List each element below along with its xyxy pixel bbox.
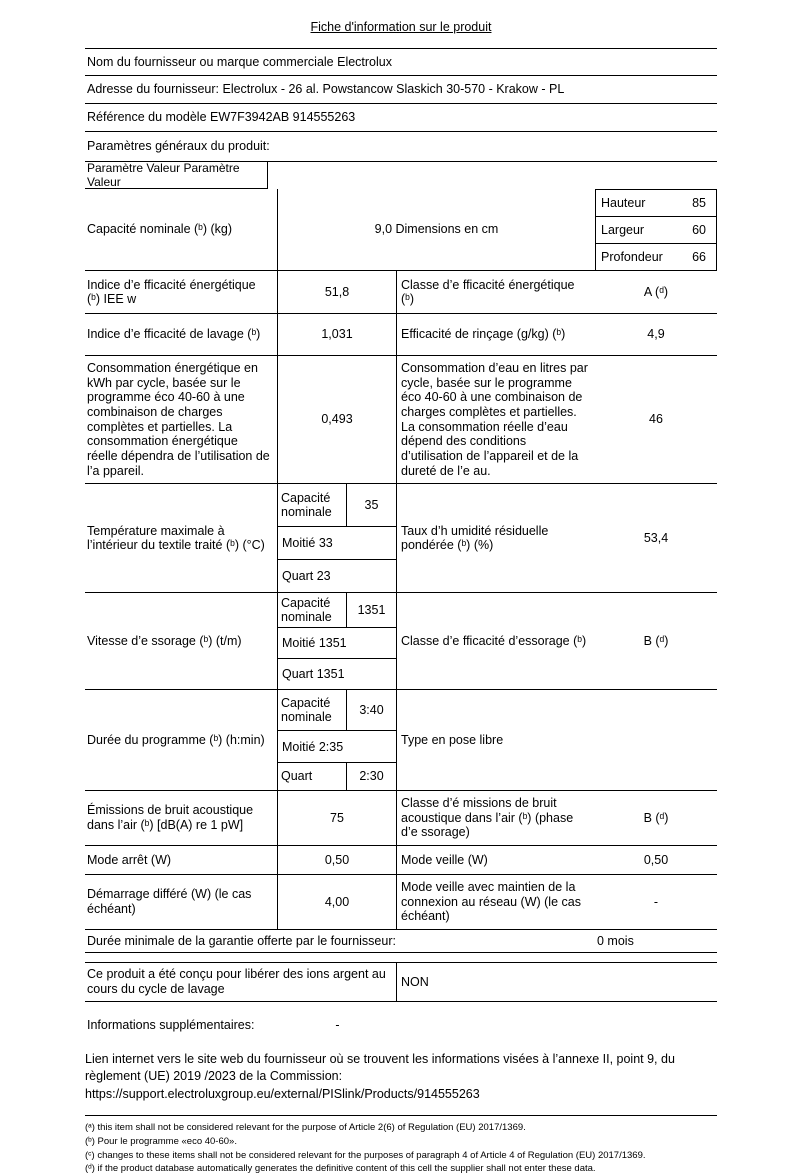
subtable-row — [278, 484, 396, 527]
param-label: Mode arrêt (W) — [85, 846, 278, 874]
param-label: Indice d’e fficacité de lavage (ᵇ) — [85, 314, 278, 355]
param-label: Durée minimale de la garantie offerte par le fournisseur: — [87, 933, 396, 948]
param-label: Classe d’e fficacité d’essorage (ᵇ) — [401, 633, 587, 648]
subtable-value: 3:40 — [359, 702, 384, 717]
param-label: Mode veille (W) — [401, 852, 488, 867]
supplier-link-url[interactable]: https://support.electroluxgroup.eu/external/PISlink/Products/914555263 — [85, 1086, 480, 1101]
subtable-row — [278, 659, 396, 689]
subtable-label: Moitié 2:35 — [282, 739, 344, 754]
subtable-value: 2:30 — [359, 769, 384, 784]
param-value: 0,493 — [278, 356, 397, 483]
footnote-a: (ᵃ) this item shall not be considered relevant for the purpose of Article 2(6) of Regulation (EU) 2017/1369. — [85, 1122, 526, 1133]
page-title: Fiche d'information sur le produit — [310, 20, 492, 34]
param-label: Émissions de bruit acoustique dans l’air (ᵇ) [dB(A) re 1 pW] — [85, 791, 278, 845]
param-label: Durée du programme (ᵇ) (h:min) — [85, 690, 278, 790]
dimensions-list — [595, 189, 717, 270]
model-reference-row: Référence du modèle EW7F3942AB 914555263 — [85, 103, 717, 132]
param-label-type: Type en pose libre — [401, 732, 504, 747]
table-header-cell: Paramètre Valeur Paramètre Valeur — [85, 162, 268, 189]
param-value: 75 — [278, 791, 397, 845]
param-label: Consommation énergétique en kWh par cycle, basée sur le programme éco 40-60 à une combinaison de charges complètes et partielles. La consommation énergétique réelle dépendra de l’utilisation de l’a ppareil. — [85, 356, 278, 483]
param-label: Classe d’e fficacité énergétique (ᵇ) — [401, 277, 575, 307]
spin-subtable — [278, 593, 397, 689]
row-delayed-start — [85, 875, 717, 930]
footnote-b: (ᵇ) Pour le programme «eco 40-60». — [85, 1135, 237, 1147]
subtable-row — [278, 628, 396, 659]
duration-subtable — [278, 690, 397, 790]
param-value: 53,4 — [643, 530, 669, 545]
dimension-value: 60 — [692, 222, 706, 237]
subtable-row — [278, 527, 396, 560]
row-warranty — [85, 930, 717, 953]
row-wash-index — [85, 314, 717, 356]
dimension-value: 66 — [692, 249, 706, 264]
footnote-c: (ᶜ) changes to these items shall not be considered relevant for the purposes of paragraph 4 of Article 4 of Regulation (EU) 2017/1369. — [85, 1149, 646, 1161]
row-off-mode — [85, 846, 717, 875]
param-label: Température maximale à l’intérieur du textile traité (ᵇ) (°C) — [85, 484, 278, 592]
param-label: Vitesse d’e ssorage (ᵇ) (t/m) — [85, 593, 278, 689]
param-label: Mode veille avec maintien de la connexion au réseau (W) (le cas échéant) — [401, 880, 581, 924]
footnotes — [85, 1115, 717, 1176]
subtable-label: Moitié 33 — [282, 535, 333, 550]
subtable-label: Quart 23 — [282, 568, 331, 583]
param-label: Démarrage différé (W) (le cas échéant) — [85, 875, 278, 929]
footnote-d: (ᵈ) if the product database automatically generates the definitive content of this cell the supplier shall not enter these data. — [85, 1163, 596, 1175]
param-value: - — [653, 894, 659, 909]
subtable-label: Capacité nominale — [278, 484, 347, 526]
param-value: 46 — [649, 412, 663, 427]
param-label: Consommation d’eau en litres par cycle, basée sur le programme éco 40-60 à une combinaison de charges complètes et partielles. La consommation réelle d’eau dépend des conditions d’utilisation de l’appareil et de la dureté de l’e au. — [401, 361, 588, 478]
general-params-label: Paramètres généraux du produit: — [87, 138, 270, 153]
temperature-subtable — [278, 484, 397, 592]
param-value: 1,031 — [278, 314, 397, 355]
dimension-row-width — [595, 217, 717, 244]
row-program-duration — [85, 690, 717, 791]
param-value: B (ᵈ) — [643, 633, 669, 648]
param-label: Ce produit a été conçu pour libérer des ions argent au cours du cycle de lavage — [85, 963, 397, 1001]
param-value: 0 mois — [597, 933, 634, 948]
additional-info-label: Informations supplémentaires: — [87, 1017, 255, 1032]
row-capacity — [85, 189, 717, 271]
dimension-label: Profondeur — [601, 249, 663, 264]
subtable-row — [278, 763, 396, 790]
additional-info-row — [85, 1016, 717, 1035]
param-label-capacity: Capacité nominale (ᵇ) (kg) — [85, 189, 278, 270]
row-spin-speed — [85, 593, 717, 690]
supplier-name-row: Nom du fournisseur ou marque commerciale Electrolux — [85, 48, 717, 76]
param-label: Taux d’h umidité résiduelle pondérée (ᵇ) (%) — [401, 523, 549, 553]
subtable-row — [278, 560, 396, 592]
subtable-label: Moitié 1351 — [282, 635, 347, 650]
param-value: A (ᵈ) — [643, 284, 669, 299]
dimension-label: Hauteur — [601, 195, 646, 210]
param-label: Classe d’é missions de bruit acoustique dans l’air (ᵇ) (phase d’e ssorage) — [401, 796, 574, 840]
dimension-label: Largeur — [601, 222, 645, 237]
dimension-row-height — [595, 189, 717, 217]
subtable-row — [278, 593, 396, 628]
dimension-row-depth — [595, 244, 717, 270]
row-temperature — [85, 484, 717, 593]
row-silver-ions — [85, 962, 717, 1002]
param-label: Efficacité de rinçage (g/kg) (ᵇ) — [401, 327, 566, 342]
subtable-label: Quart 1351 — [282, 666, 345, 681]
table-header-row — [85, 162, 717, 189]
param-value: 4,00 — [278, 875, 397, 929]
subtable-label: Capacité nominale — [278, 690, 347, 730]
supplier-address-row: Adresse du fournisseur: Electrolux - 26 al. Powstancow Slaskich 30-570 - Krakow - PL — [85, 75, 717, 103]
supplier-link-paragraph — [85, 1051, 717, 1104]
row-energy-index — [85, 271, 717, 314]
param-value: B (ᵈ) — [643, 810, 669, 825]
subtable-label: Capacité nominale — [278, 593, 347, 627]
supplier-info — [85, 48, 717, 132]
value-capacity-dimensions: 9,0 Dimensions en cm — [374, 222, 499, 237]
param-value: 4,9 — [647, 327, 665, 342]
subtable-value: 35 — [364, 497, 379, 512]
subtable-row — [278, 731, 396, 763]
additional-info-value: - — [335, 1017, 340, 1032]
dimension-value: 85 — [692, 195, 706, 210]
row-noise — [85, 791, 717, 846]
subtable-row — [278, 690, 396, 731]
param-label: Indice d’e fficacité énergétique (ᵇ) IEE w — [85, 271, 278, 313]
param-value: 0,50 — [278, 846, 397, 874]
subtable-label: Quart — [278, 763, 347, 790]
subtable-value: 1351 — [357, 602, 386, 617]
param-value: 51,8 — [278, 271, 397, 313]
row-consumption — [85, 356, 717, 484]
supplier-link-text: Lien internet vers le site web du fournisseur où se trouvent les informations visées à l’annexe II, point 9, du règlement (UE) 2019 /2023 de la Commission: — [85, 1051, 675, 1083]
parameters-table — [85, 161, 717, 953]
param-value: NON — [401, 974, 429, 989]
param-value: 0,50 — [643, 852, 669, 867]
